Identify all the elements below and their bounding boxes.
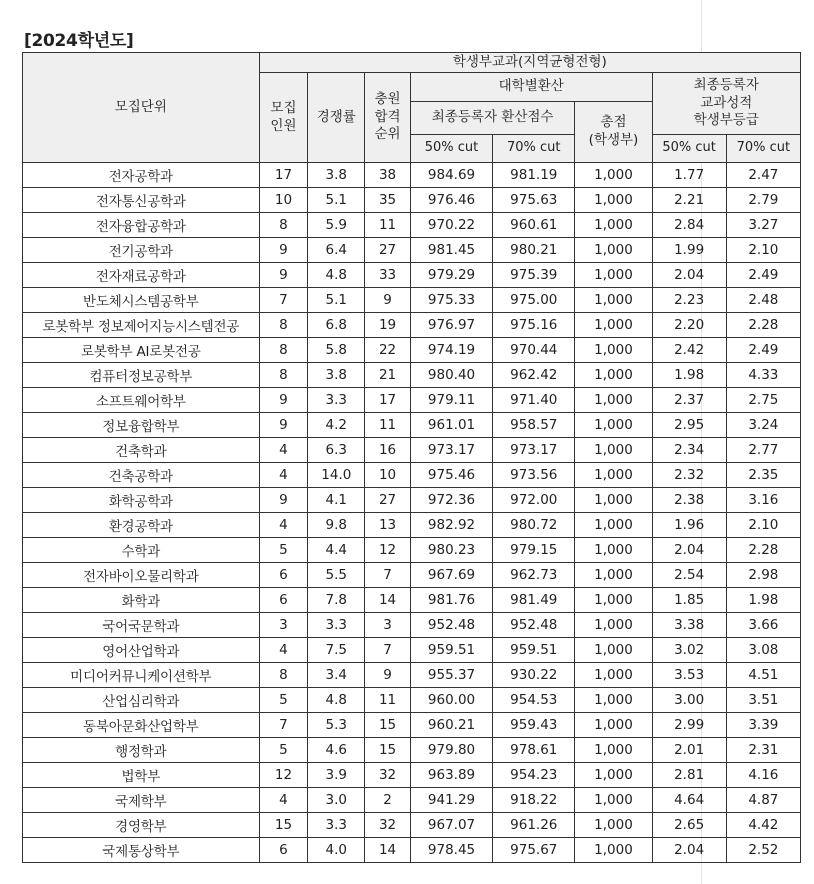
dept-cell: 국제학부 [23, 788, 260, 813]
dept-cell: 정보융합학부 [23, 413, 260, 438]
grade-50-cut-cell: 3.38 [652, 613, 726, 638]
conversion-70-cut-cell: 975.63 [493, 188, 575, 213]
conversion-70-cut-cell: 979.15 [493, 538, 575, 563]
header-total: 총점 (학생부) [575, 102, 652, 163]
grade-50-cut-cell: 2.65 [652, 813, 726, 838]
conversion-70-cut-cell: 959.51 [493, 638, 575, 663]
competition-cell: 4.8 [308, 688, 365, 713]
capacity-cell: 4 [259, 438, 308, 463]
competition-cell: 9.8 [308, 513, 365, 538]
rank-cell: 3 [365, 613, 411, 638]
capacity-cell: 5 [259, 688, 308, 713]
conversion-50-cut-cell: 961.01 [410, 413, 492, 438]
conversion-70-cut-cell: 973.17 [493, 438, 575, 463]
header-final-grade: 최종등록자 교과성적 학생부등급 [652, 73, 800, 135]
conversion-50-cut-cell: 981.45 [410, 238, 492, 263]
conversion-70-cut-cell: 972.00 [493, 488, 575, 513]
table-row [23, 388, 801, 413]
competition-cell: 5.3 [308, 713, 365, 738]
conversion-50-cut-cell: 960.00 [410, 688, 492, 713]
dept-cell: 화학과 [23, 588, 260, 613]
header-conv-70-cut: 70% cut [493, 135, 575, 163]
table-row [23, 213, 801, 238]
rank-cell: 2 [365, 788, 411, 813]
capacity-cell: 4 [259, 638, 308, 663]
grade-50-cut-cell: 2.32 [652, 463, 726, 488]
rank-cell: 14 [365, 588, 411, 613]
competition-cell: 6.3 [308, 438, 365, 463]
rank-cell: 16 [365, 438, 411, 463]
capacity-cell: 12 [259, 763, 308, 788]
conversion-70-cut-cell: 980.72 [493, 513, 575, 538]
header-grade-70-cut: 70% cut [726, 135, 800, 163]
conversion-70-cut-cell: 980.21 [493, 238, 575, 263]
dept-cell: 로봇학부 AI로봇전공 [23, 338, 260, 363]
grade-70-cut-cell: 3.24 [726, 413, 800, 438]
grade-50-cut-cell: 2.20 [652, 313, 726, 338]
rank-cell: 11 [365, 688, 411, 713]
grade-50-cut-cell: 2.21 [652, 188, 726, 213]
conversion-70-cut-cell: 978.61 [493, 738, 575, 763]
conversion-50-cut-cell: 941.29 [410, 788, 492, 813]
rank-cell: 7 [365, 563, 411, 588]
dept-cell: 수학과 [23, 538, 260, 563]
rank-cell: 13 [365, 513, 411, 538]
grade-50-cut-cell: 1.77 [652, 163, 726, 188]
table-row [23, 788, 801, 813]
capacity-cell: 3 [259, 613, 308, 638]
conversion-70-cut-cell: 954.23 [493, 763, 575, 788]
grade-70-cut-cell: 3.08 [726, 638, 800, 663]
rank-cell: 27 [365, 238, 411, 263]
header-rank: 충원 합격 순위 [365, 73, 411, 163]
table-body [23, 163, 801, 863]
grade-70-cut-cell: 1.98 [726, 588, 800, 613]
rank-cell: 35 [365, 188, 411, 213]
dept-cell: 전자통신공학과 [23, 188, 260, 213]
grade-50-cut-cell: 3.00 [652, 688, 726, 713]
grade-70-cut-cell: 4.16 [726, 763, 800, 788]
dept-cell: 미디어커뮤니케이션학부 [23, 663, 260, 688]
competition-cell: 4.6 [308, 738, 365, 763]
conversion-70-cut-cell: 973.56 [493, 463, 575, 488]
total-score-cell: 1,000 [575, 413, 652, 438]
conversion-70-cut-cell: 962.73 [493, 563, 575, 588]
rank-cell: 15 [365, 713, 411, 738]
capacity-cell: 8 [259, 363, 308, 388]
grade-70-cut-cell: 3.66 [726, 613, 800, 638]
dept-cell: 영어산업학과 [23, 638, 260, 663]
competition-cell: 14.0 [308, 463, 365, 488]
competition-cell: 3.3 [308, 388, 365, 413]
competition-cell: 7.8 [308, 588, 365, 613]
conversion-50-cut-cell: 967.69 [410, 563, 492, 588]
competition-cell: 4.8 [308, 263, 365, 288]
conversion-70-cut-cell: 971.40 [493, 388, 575, 413]
capacity-cell: 17 [259, 163, 308, 188]
rank-cell: 14 [365, 838, 411, 863]
conversion-70-cut-cell: 918.22 [493, 788, 575, 813]
grade-70-cut-cell: 3.16 [726, 488, 800, 513]
competition-cell: 3.0 [308, 788, 365, 813]
page-title: [2024학년도] [24, 31, 134, 51]
conversion-50-cut-cell: 980.23 [410, 538, 492, 563]
grade-70-cut-cell: 2.28 [726, 313, 800, 338]
header-conversion: 대학별환산 [410, 73, 652, 102]
grade-70-cut-cell: 2.28 [726, 538, 800, 563]
grade-50-cut-cell: 2.81 [652, 763, 726, 788]
dept-cell: 동북아문화산업학부 [23, 713, 260, 738]
competition-cell: 3.8 [308, 163, 365, 188]
capacity-cell: 9 [259, 413, 308, 438]
conversion-50-cut-cell: 982.92 [410, 513, 492, 538]
conversion-70-cut-cell: 975.67 [493, 838, 575, 863]
conversion-50-cut-cell: 976.97 [410, 313, 492, 338]
table-row [23, 288, 801, 313]
conversion-50-cut-cell: 979.29 [410, 263, 492, 288]
table-row [23, 188, 801, 213]
total-score-cell: 1,000 [575, 688, 652, 713]
grade-70-cut-cell: 2.75 [726, 388, 800, 413]
competition-cell: 4.4 [308, 538, 365, 563]
competition-cell: 4.1 [308, 488, 365, 513]
dept-cell: 건축공학과 [23, 463, 260, 488]
dept-cell: 국어국문학과 [23, 613, 260, 638]
table-row [23, 838, 801, 863]
capacity-cell: 6 [259, 838, 308, 863]
total-score-cell: 1,000 [575, 438, 652, 463]
grade-50-cut-cell: 2.84 [652, 213, 726, 238]
total-score-cell: 1,000 [575, 463, 652, 488]
capacity-cell: 9 [259, 238, 308, 263]
total-score-cell: 1,000 [575, 563, 652, 588]
competition-cell: 3.9 [308, 763, 365, 788]
header-competition: 경쟁률 [308, 73, 365, 163]
conversion-50-cut-cell: 979.11 [410, 388, 492, 413]
dept-cell: 전자재료공학과 [23, 263, 260, 288]
grade-70-cut-cell: 2.48 [726, 288, 800, 313]
grade-70-cut-cell: 2.49 [726, 338, 800, 363]
grade-70-cut-cell: 2.35 [726, 463, 800, 488]
rank-cell: 9 [365, 288, 411, 313]
capacity-cell: 6 [259, 563, 308, 588]
grade-50-cut-cell: 1.96 [652, 513, 726, 538]
dept-cell: 반도체시스템공학부 [23, 288, 260, 313]
grade-70-cut-cell: 2.47 [726, 163, 800, 188]
table-row [23, 313, 801, 338]
rank-cell: 19 [365, 313, 411, 338]
capacity-cell: 9 [259, 263, 308, 288]
competition-cell: 6.8 [308, 313, 365, 338]
grade-50-cut-cell: 2.54 [652, 563, 726, 588]
table-header [23, 53, 801, 163]
rank-cell: 32 [365, 813, 411, 838]
table-row [23, 713, 801, 738]
conversion-70-cut-cell: 960.61 [493, 213, 575, 238]
grade-50-cut-cell: 1.85 [652, 588, 726, 613]
total-score-cell: 1,000 [575, 763, 652, 788]
total-score-cell: 1,000 [575, 288, 652, 313]
total-score-cell: 1,000 [575, 188, 652, 213]
capacity-cell: 15 [259, 813, 308, 838]
rank-cell: 12 [365, 538, 411, 563]
grade-70-cut-cell: 2.31 [726, 738, 800, 763]
conversion-50-cut-cell: 972.36 [410, 488, 492, 513]
grade-70-cut-cell: 3.39 [726, 713, 800, 738]
grade-70-cut-cell: 4.42 [726, 813, 800, 838]
dept-cell: 전자융합공학과 [23, 213, 260, 238]
capacity-cell: 10 [259, 188, 308, 213]
header-capacity: 모집 인원 [259, 73, 308, 163]
competition-cell: 6.4 [308, 238, 365, 263]
grade-50-cut-cell: 1.98 [652, 363, 726, 388]
competition-cell: 3.8 [308, 363, 365, 388]
capacity-cell: 8 [259, 338, 308, 363]
rank-cell: 33 [365, 263, 411, 288]
competition-cell: 4.2 [308, 413, 365, 438]
conversion-50-cut-cell: 963.89 [410, 763, 492, 788]
rank-cell: 11 [365, 413, 411, 438]
rank-cell: 10 [365, 463, 411, 488]
grade-50-cut-cell: 2.04 [652, 263, 726, 288]
rank-cell: 21 [365, 363, 411, 388]
competition-cell: 7.5 [308, 638, 365, 663]
capacity-cell: 8 [259, 213, 308, 238]
conversion-50-cut-cell: 981.76 [410, 588, 492, 613]
grade-50-cut-cell: 2.99 [652, 713, 726, 738]
competition-cell: 3.4 [308, 663, 365, 688]
capacity-cell: 6 [259, 588, 308, 613]
header-group: 학생부교과(지역균형전형) [259, 53, 800, 73]
grade-70-cut-cell: 2.52 [726, 838, 800, 863]
total-score-cell: 1,000 [575, 313, 652, 338]
header-unit: 모집단위 [23, 53, 260, 163]
grade-50-cut-cell: 3.02 [652, 638, 726, 663]
dept-cell: 건축학과 [23, 438, 260, 463]
grade-50-cut-cell: 2.42 [652, 338, 726, 363]
total-score-cell: 1,000 [575, 513, 652, 538]
table-row [23, 488, 801, 513]
dept-cell: 법학부 [23, 763, 260, 788]
conversion-70-cut-cell: 981.19 [493, 163, 575, 188]
grade-50-cut-cell: 2.04 [652, 538, 726, 563]
total-score-cell: 1,000 [575, 588, 652, 613]
grade-50-cut-cell: 2.95 [652, 413, 726, 438]
table-row [23, 588, 801, 613]
conversion-50-cut-cell: 952.48 [410, 613, 492, 638]
total-score-cell: 1,000 [575, 238, 652, 263]
capacity-cell: 5 [259, 738, 308, 763]
conversion-50-cut-cell: 975.46 [410, 463, 492, 488]
dept-cell: 전기공학과 [23, 238, 260, 263]
capacity-cell: 4 [259, 463, 308, 488]
table-row [23, 363, 801, 388]
header-grade-50-cut: 50% cut [652, 135, 726, 163]
table-row [23, 338, 801, 363]
table-row [23, 813, 801, 838]
conversion-50-cut-cell: 955.37 [410, 663, 492, 688]
table-row [23, 538, 801, 563]
conversion-70-cut-cell: 975.39 [493, 263, 575, 288]
conversion-50-cut-cell: 974.19 [410, 338, 492, 363]
conversion-70-cut-cell: 961.26 [493, 813, 575, 838]
total-score-cell: 1,000 [575, 613, 652, 638]
grade-70-cut-cell: 2.10 [726, 238, 800, 263]
table-row [23, 238, 801, 263]
conversion-70-cut-cell: 930.22 [493, 663, 575, 688]
total-score-cell: 1,000 [575, 213, 652, 238]
table-row [23, 763, 801, 788]
total-score-cell: 1,000 [575, 338, 652, 363]
table-row [23, 638, 801, 663]
rank-cell: 11 [365, 213, 411, 238]
conversion-50-cut-cell: 973.17 [410, 438, 492, 463]
grade-70-cut-cell: 2.79 [726, 188, 800, 213]
rank-cell: 7 [365, 638, 411, 663]
total-score-cell: 1,000 [575, 713, 652, 738]
table-row [23, 438, 801, 463]
conversion-50-cut-cell: 976.46 [410, 188, 492, 213]
rank-cell: 15 [365, 738, 411, 763]
grade-70-cut-cell: 4.33 [726, 363, 800, 388]
grade-70-cut-cell: 4.51 [726, 663, 800, 688]
total-score-cell: 1,000 [575, 263, 652, 288]
grade-50-cut-cell: 2.23 [652, 288, 726, 313]
grade-50-cut-cell: 1.99 [652, 238, 726, 263]
admissions-table [22, 52, 801, 863]
table-row [23, 613, 801, 638]
competition-cell: 3.3 [308, 813, 365, 838]
dept-cell: 컴퓨터정보공학부 [23, 363, 260, 388]
grade-70-cut-cell: 4.87 [726, 788, 800, 813]
capacity-cell: 8 [259, 313, 308, 338]
total-score-cell: 1,000 [575, 163, 652, 188]
grade-70-cut-cell: 2.77 [726, 438, 800, 463]
dept-cell: 소프트웨어학부 [23, 388, 260, 413]
capacity-cell: 7 [259, 288, 308, 313]
table-row [23, 688, 801, 713]
capacity-cell: 7 [259, 713, 308, 738]
rank-cell: 17 [365, 388, 411, 413]
table-row [23, 513, 801, 538]
conversion-50-cut-cell: 970.22 [410, 213, 492, 238]
dept-cell: 국제통상학부 [23, 838, 260, 863]
conversion-50-cut-cell: 980.40 [410, 363, 492, 388]
grade-50-cut-cell: 2.01 [652, 738, 726, 763]
capacity-cell: 9 [259, 488, 308, 513]
competition-cell: 3.3 [308, 613, 365, 638]
competition-cell: 5.1 [308, 288, 365, 313]
total-score-cell: 1,000 [575, 638, 652, 663]
rank-cell: 9 [365, 663, 411, 688]
conversion-50-cut-cell: 960.21 [410, 713, 492, 738]
table-row [23, 738, 801, 763]
conversion-50-cut-cell: 979.80 [410, 738, 492, 763]
table-row [23, 413, 801, 438]
grade-50-cut-cell: 4.64 [652, 788, 726, 813]
table-row [23, 163, 801, 188]
conversion-70-cut-cell: 959.43 [493, 713, 575, 738]
conversion-50-cut-cell: 984.69 [410, 163, 492, 188]
total-score-cell: 1,000 [575, 363, 652, 388]
conversion-70-cut-cell: 962.42 [493, 363, 575, 388]
competition-cell: 4.0 [308, 838, 365, 863]
conversion-70-cut-cell: 970.44 [493, 338, 575, 363]
conversion-70-cut-cell: 958.57 [493, 413, 575, 438]
total-score-cell: 1,000 [575, 838, 652, 863]
dept-cell: 경영학부 [23, 813, 260, 838]
dept-cell: 산업심리학과 [23, 688, 260, 713]
total-score-cell: 1,000 [575, 788, 652, 813]
dept-cell: 전자공학과 [23, 163, 260, 188]
capacity-cell: 4 [259, 513, 308, 538]
capacity-cell: 5 [259, 538, 308, 563]
conversion-50-cut-cell: 967.07 [410, 813, 492, 838]
dept-cell: 로봇학부 정보제어지능시스템전공 [23, 313, 260, 338]
conversion-70-cut-cell: 975.00 [493, 288, 575, 313]
grade-50-cut-cell: 3.53 [652, 663, 726, 688]
header-conv-50-cut: 50% cut [410, 135, 492, 163]
grade-70-cut-cell: 2.98 [726, 563, 800, 588]
capacity-cell: 9 [259, 388, 308, 413]
rank-cell: 32 [365, 763, 411, 788]
dept-cell: 환경공학과 [23, 513, 260, 538]
rank-cell: 38 [365, 163, 411, 188]
competition-cell: 5.1 [308, 188, 365, 213]
dept-cell: 화학공학과 [23, 488, 260, 513]
conversion-50-cut-cell: 959.51 [410, 638, 492, 663]
total-score-cell: 1,000 [575, 813, 652, 838]
capacity-cell: 4 [259, 788, 308, 813]
grade-70-cut-cell: 2.10 [726, 513, 800, 538]
total-score-cell: 1,000 [575, 738, 652, 763]
conversion-70-cut-cell: 981.49 [493, 588, 575, 613]
competition-cell: 5.9 [308, 213, 365, 238]
table-row [23, 463, 801, 488]
grade-50-cut-cell: 2.37 [652, 388, 726, 413]
total-score-cell: 1,000 [575, 388, 652, 413]
total-score-cell: 1,000 [575, 538, 652, 563]
conversion-50-cut-cell: 978.45 [410, 838, 492, 863]
conversion-70-cut-cell: 952.48 [493, 613, 575, 638]
conversion-70-cut-cell: 975.16 [493, 313, 575, 338]
capacity-cell: 8 [259, 663, 308, 688]
total-score-cell: 1,000 [575, 488, 652, 513]
grade-70-cut-cell: 2.49 [726, 263, 800, 288]
rank-cell: 27 [365, 488, 411, 513]
table-row [23, 563, 801, 588]
header-final-conversion: 최종등록자 환산점수 [410, 102, 575, 135]
grade-50-cut-cell: 2.34 [652, 438, 726, 463]
competition-cell: 5.5 [308, 563, 365, 588]
total-score-cell: 1,000 [575, 663, 652, 688]
competition-cell: 5.8 [308, 338, 365, 363]
grade-50-cut-cell: 2.38 [652, 488, 726, 513]
conversion-50-cut-cell: 975.33 [410, 288, 492, 313]
table-row [23, 263, 801, 288]
dept-cell: 전자바이오물리학과 [23, 563, 260, 588]
rank-cell: 22 [365, 338, 411, 363]
grade-50-cut-cell: 2.04 [652, 838, 726, 863]
conversion-70-cut-cell: 954.53 [493, 688, 575, 713]
table-row [23, 663, 801, 688]
grade-70-cut-cell: 3.51 [726, 688, 800, 713]
dept-cell: 행정학과 [23, 738, 260, 763]
grade-70-cut-cell: 3.27 [726, 213, 800, 238]
